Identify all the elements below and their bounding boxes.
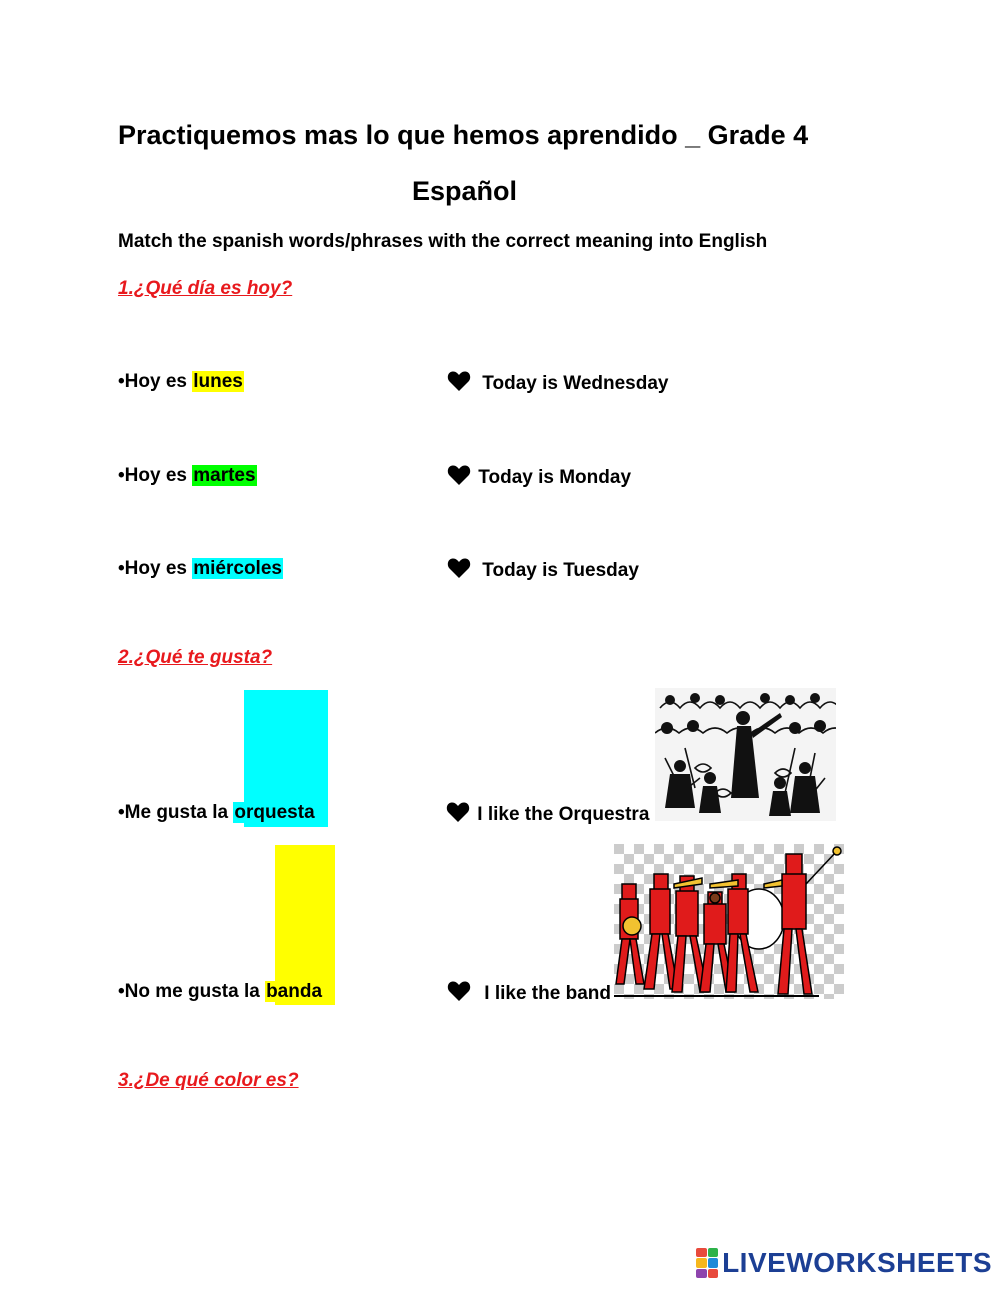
- section-heading-3: 3.¿De qué color es?: [118, 1070, 299, 1091]
- orchestra-illustration: [655, 688, 836, 821]
- heart-icon: [447, 557, 471, 579]
- page-title: Practiquemos mas lo que hemos aprendido _ Grade 4: [118, 120, 809, 150]
- section-heading-2: 2.¿Qué te gusta?: [118, 647, 273, 668]
- answer-text: Today is Monday: [478, 467, 632, 488]
- phrase-prefix: •Hoy es: [118, 371, 193, 392]
- english-answer-1[interactable]: [447, 370, 668, 396]
- heart-icon: [447, 464, 471, 486]
- phrase-prefix: •No me gusta la: [118, 981, 266, 1002]
- logo-text: LIVEWORKSHEETS: [722, 1247, 992, 1278]
- highlighted-word: lunes: [193, 371, 243, 392]
- highlighted-word: orquesta: [234, 802, 315, 823]
- phrase-prefix: •Me gusta la: [118, 802, 234, 823]
- english-answer-4[interactable]: [446, 801, 649, 827]
- phrase-prefix: •Hoy es: [118, 465, 193, 486]
- liveworksheets-logo[interactable]: [696, 1247, 992, 1279]
- answer-text: I like the Orquestra: [477, 804, 650, 825]
- marching-band-illustration: [614, 844, 844, 999]
- section-heading-1: 1.¿Qué día es hoy?: [118, 278, 293, 299]
- answer-text: Today is Wednesday: [482, 373, 669, 394]
- highlighted-word: martes: [193, 465, 256, 486]
- heart-icon: [447, 370, 471, 392]
- heart-icon: [446, 801, 470, 823]
- english-answer-5[interactable]: [447, 980, 611, 1006]
- answer-text: Today is Tuesday: [482, 560, 639, 581]
- liveworksheets-logo-icon: [696, 1248, 718, 1278]
- spanish-phrase-martes[interactable]: [118, 464, 257, 488]
- highlighted-word: banda: [266, 981, 323, 1002]
- spanish-phrase-banda[interactable]: [118, 980, 323, 1004]
- spanish-phrase-lunes[interactable]: [118, 370, 244, 394]
- instructions: Match the spanish words/phrases with the correct meaning into English: [118, 231, 768, 252]
- answer-text: I like the band: [484, 983, 611, 1004]
- english-answer-2[interactable]: [447, 464, 631, 490]
- phrase-prefix: •Hoy es: [118, 558, 193, 579]
- heart-icon: [447, 980, 471, 1002]
- page-subtitle: Español: [412, 176, 518, 206]
- highlighted-word: miércoles: [193, 558, 282, 579]
- english-answer-3[interactable]: [447, 557, 639, 583]
- spanish-phrase-orquesta[interactable]: [118, 801, 316, 825]
- spanish-phrase-miercoles[interactable]: [118, 557, 283, 581]
